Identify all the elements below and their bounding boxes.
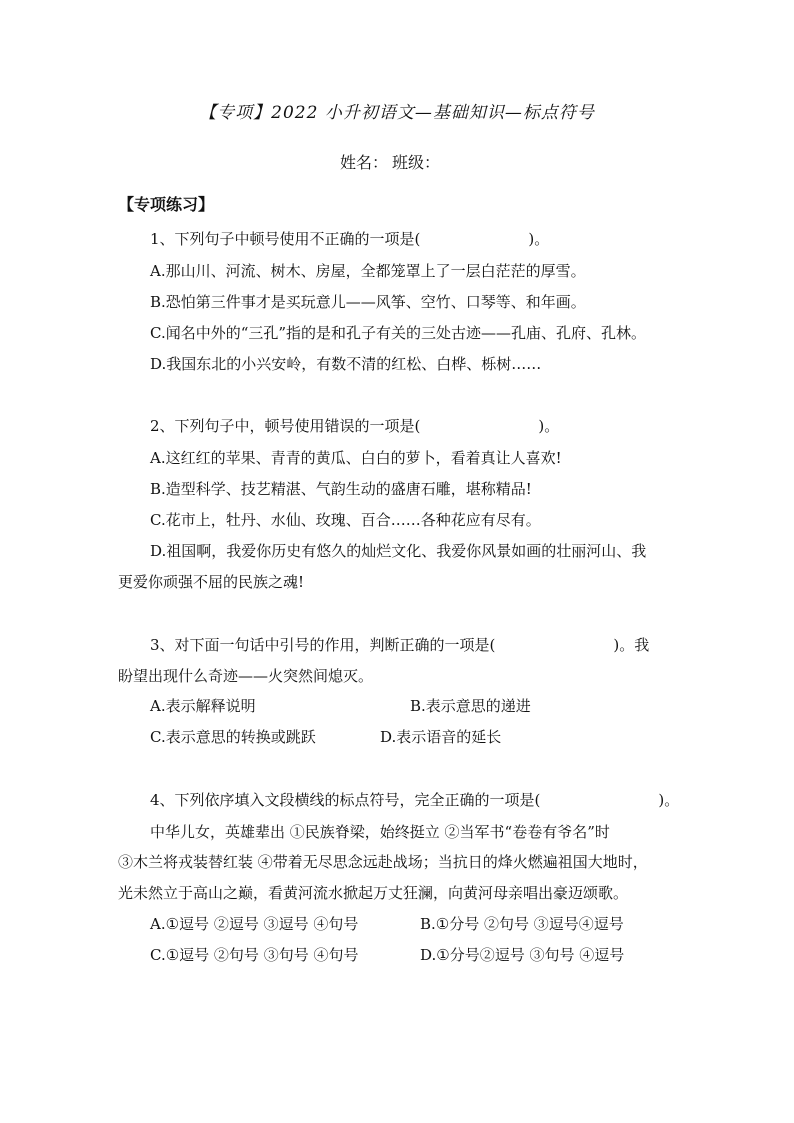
- question-1-option-b: B.恐怕第三件事才是买玩意儿——风筝、空竹、口琴等、和年画。: [150, 293, 586, 311]
- question-3-stem-continued: 盼望出现什么奇迹——火突然间熄灭。: [118, 667, 374, 685]
- question-3-stem-end: )。我: [613, 636, 650, 654]
- question-3-option-b: B.表示意思的递进: [410, 697, 531, 715]
- question-1-stem-text: 1、下列句子中顿号使用不正确的一项是(: [150, 230, 421, 248]
- question-1-option-a: A.那山川、河流、树木、房屋，全都笼罩上了一层白茫茫的厚雪。: [150, 262, 586, 280]
- question-2-stem-text: 2、下列句子中，顿号使用错误的一项是(: [150, 417, 421, 435]
- question-2-stem-end: )。: [538, 417, 560, 435]
- question-4-stem-end: )。: [658, 791, 680, 809]
- question-4-passage-line: 中华儿女，英雄辈出 ①民族脊梁，始终挺立 ②当军书“卷卷有爷名”时: [150, 823, 610, 841]
- student-info-line: [340, 150, 444, 173]
- question-3-option-c: C.表示意思的转换或跳跃: [150, 728, 316, 746]
- question-4-passage-line: ③木兰将戎装替红装 ④带着无尽思念远赴战场；当抗日的烽火燃遍祖国大地时，: [118, 853, 648, 871]
- question-2-option-b: B.造型科学、技艺精湛、气韵生动的盛唐石雕，堪称精品!: [150, 480, 532, 498]
- question-2-option-a: A.这红红的苹果、青青的黄瓜、白白的萝卜，看着真让人喜欢!: [150, 449, 562, 467]
- question-4-stem-text: 4、下列依序填入文段横线的标点符号，完全正确的一项是(: [150, 791, 541, 809]
- question-2-option-d-continued: 更爱你顽强不屈的民族之魂!: [118, 573, 305, 591]
- document-title: 【专项】2022 小升初语文—基础知识—标点符号: [199, 103, 595, 123]
- question-1-stem-end: )。: [528, 230, 550, 248]
- question-1-option-c: C.闻名中外的“三孔”指的是和孔子有关的三处古迹——孔庙、孔府、孔林。: [150, 324, 647, 342]
- question-4-stem: [150, 790, 679, 810]
- question-4-passage-line: 光未然立于高山之巅，看黄河流水掀起万丈狂澜，向黄河母亲唱出豪迈颂歌。: [118, 884, 629, 902]
- question-3-option-a: A.表示解释说明: [150, 697, 256, 715]
- question-4-option-b: B.①分号 ②句号 ③逗号④逗号: [420, 915, 624, 933]
- section-heading: 【专项练习】: [118, 195, 215, 214]
- question-3-option-d: D.表示语音的延长: [380, 728, 502, 746]
- question-3-stem: [150, 635, 649, 655]
- question-2-stem: [150, 416, 559, 436]
- question-1-stem: [150, 229, 549, 249]
- question-2-option-c: C.花市上，牡丹、水仙、玫瑰、百合……各种花应有尽有。: [150, 511, 541, 529]
- question-1-option-d: D.我国东北的小兴安岭，有数不清的红松、白桦、栎树……: [150, 355, 542, 373]
- name-label: 姓名：: [340, 153, 389, 172]
- question-4-option-d: D.①分号②逗号 ③句号 ④逗号: [420, 946, 625, 964]
- question-2-option-d: D.祖国啊，我爱你历史有悠久的灿烂文化、我爱你风景如画的壮丽河山、我: [150, 542, 647, 560]
- question-3-stem-text: 3、对下面一句话中引号的作用，判断正确的一项是(: [150, 636, 496, 654]
- question-4-option-c: C.①逗号 ②句号 ③句号 ④句号: [150, 946, 359, 964]
- class-label: 班级：: [392, 153, 441, 172]
- question-4-option-a: A.①逗号 ②逗号 ③逗号 ④句号: [150, 915, 359, 933]
